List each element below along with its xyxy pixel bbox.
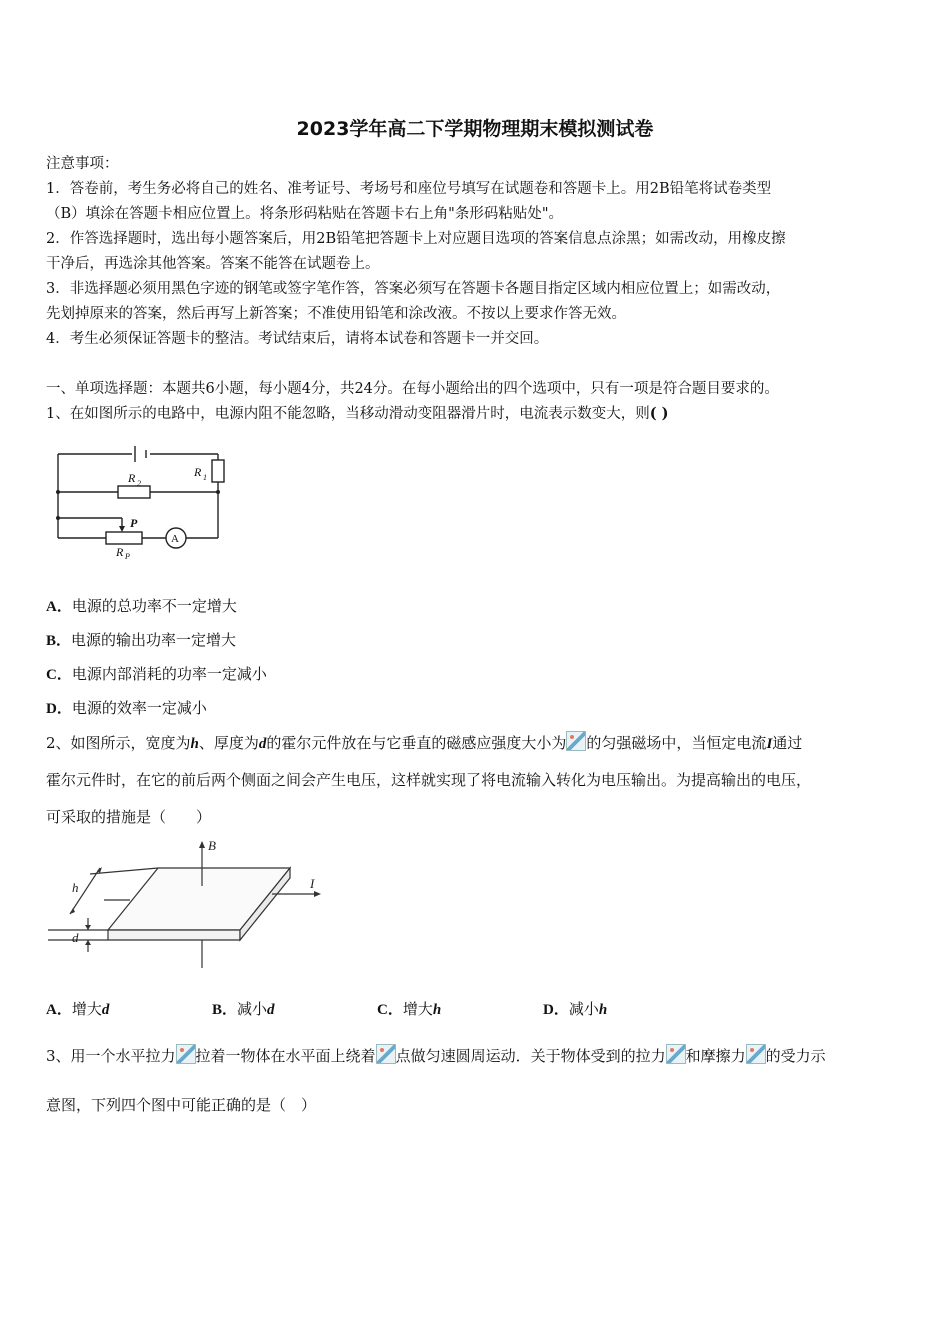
q1-option-c[interactable] — [46, 663, 267, 684]
option-text: 减小 — [568, 1000, 599, 1018]
option-key: A． — [46, 1002, 72, 1018]
slider-p-label: P — [130, 516, 138, 530]
option-text: 电源的输出功率一定增大 — [71, 631, 237, 649]
q2-option-d[interactable] — [543, 998, 607, 1019]
var-h: h — [190, 736, 199, 752]
rp-label: R — [116, 545, 124, 559]
formula-image-icon — [566, 731, 586, 751]
q3-text: 和摩擦力 — [685, 1047, 746, 1065]
ammeter-label: A — [171, 533, 179, 545]
option-var: d — [267, 1002, 275, 1018]
q1-stem-paren: ( ) — [649, 405, 669, 422]
q3-text: 拉着一物体在水平面上绕着 — [195, 1047, 376, 1065]
option-key: C． — [46, 667, 72, 683]
formula-image-icon — [666, 1044, 686, 1064]
option-var: h — [432, 1002, 442, 1018]
rp-subscript: P — [125, 552, 130, 560]
q3-text: 3、用一个水平拉力 — [46, 1047, 176, 1065]
notice-line: 先划掉原来的答案，然后再写上新答案；不准使用铅笔和涂改液。不按以上要求作答无效。 — [46, 306, 626, 322]
r1-label: R — [194, 465, 202, 479]
notice-line: 干净后，再选涂其他答案。答案不能答在试题卷上。 — [46, 256, 380, 272]
option-key: B． — [46, 633, 72, 649]
q2-text: 的霍尔元件放在与它垂直的磁感应强度大小为 — [266, 734, 567, 752]
option-text: 增大 — [402, 1000, 433, 1018]
q2-hall-element-figure — [44, 838, 334, 973]
q2-text: 、厚度为 — [198, 734, 259, 752]
var-i: I — [766, 736, 773, 752]
formula-image-icon — [176, 1044, 196, 1064]
notice-line: 2．作答选择题时，选出每小题答案后，用2B铅笔把答题卡上对应题目选项的答案信息点涂黑；如需改动，用橡皮擦 — [46, 231, 786, 247]
q2-stem-line3: 可采取的措施是（ ） — [46, 808, 212, 826]
q1-circuit-figure — [50, 440, 240, 560]
q3-text: 点做匀速圆周运动．关于物体受到的拉力 — [395, 1047, 666, 1065]
q2-text: 2、如图所示，宽度为 — [46, 734, 191, 752]
notice-line: 1．答卷前，考生务必将自己的姓名、准考证号、考场号和座位号填写在试题卷和答题卡上。用2B铅笔将试卷类型 — [46, 181, 772, 197]
notice-line: （B）填涂在答题卡相应位置上。将条形码粘贴在答题卡右上角"条形码粘贴处"。 — [46, 206, 563, 222]
current-label: I — [310, 876, 315, 891]
q3-stem-line1 — [46, 1044, 826, 1066]
notice-line: 4．考生必须保证答题卡的整洁。考试结束后，请将本试卷和答题卡一并交回。 — [46, 331, 549, 347]
q1-stem-text: 1、在如图所示的电路中，电源内阻不能忽略，当移动滑动变阻器滑片时，电流表示数变大，则 — [46, 406, 650, 422]
r2-subscript: 2 — [137, 479, 141, 488]
option-key: A． — [46, 599, 72, 615]
q2-text: 通过 — [772, 734, 803, 752]
option-text: 电源的总功率不一定增大 — [71, 597, 237, 615]
option-text: 减小 — [237, 1000, 268, 1018]
exam-title: 2023学年高二下学期物理期末模拟测试卷 — [296, 118, 654, 140]
option-key: B． — [212, 1002, 238, 1018]
q2-option-a[interactable] — [46, 998, 109, 1019]
notice-line: 3．非选择题必须用黑色字迹的钢笔或签字笔作答，答案必须写在答题卡各题目指定区域内相应位置上；如需改动， — [46, 281, 781, 297]
width-h-label: h — [72, 880, 79, 895]
section-heading: 一、单项选择题：本题共6小题，每小题4分，共24分。在每小题给出的四个选项中，只有一项是符合题目要求的。 — [46, 381, 779, 397]
q1-option-d[interactable] — [46, 697, 207, 718]
q1-option-b[interactable] — [46, 629, 236, 650]
q3-text: 的受力示 — [765, 1047, 826, 1065]
b-field-label: B — [208, 838, 216, 853]
q1-option-a[interactable] — [46, 595, 237, 616]
option-text: 电源内部消耗的功率一定减小 — [71, 665, 267, 683]
var-d: d — [258, 736, 267, 752]
thickness-d-label: d — [72, 930, 79, 945]
q3-stem-line2: 意图，下列四个图中可能正确的是（ ） — [46, 1096, 317, 1114]
q2-option-b[interactable] — [212, 998, 275, 1019]
formula-image-icon — [376, 1044, 396, 1064]
option-text: 电源的效率一定减小 — [71, 699, 207, 717]
option-var: h — [598, 1002, 608, 1018]
option-key: D． — [543, 1002, 569, 1018]
r2-label: R — [128, 471, 136, 485]
option-var: d — [101, 1002, 110, 1018]
q1-stem — [46, 402, 669, 423]
option-key: C． — [377, 1002, 403, 1018]
q2-option-c[interactable] — [377, 998, 441, 1019]
q2-stem-line1 — [46, 731, 802, 753]
formula-image-icon — [746, 1044, 766, 1064]
notice-heading: 注意事项： — [46, 156, 119, 172]
q2-stem-line2: 霍尔元件时，在它的前后两个侧面之间会产生电压，这样就实现了将电流输入转化为电压输出。为提高输出的电压， — [46, 771, 812, 789]
r1-subscript: 1 — [203, 473, 207, 482]
option-text: 增大 — [71, 1000, 102, 1018]
q2-text: 的匀强磁场中，当恒定电流 — [586, 734, 767, 752]
option-key: D． — [46, 701, 72, 717]
